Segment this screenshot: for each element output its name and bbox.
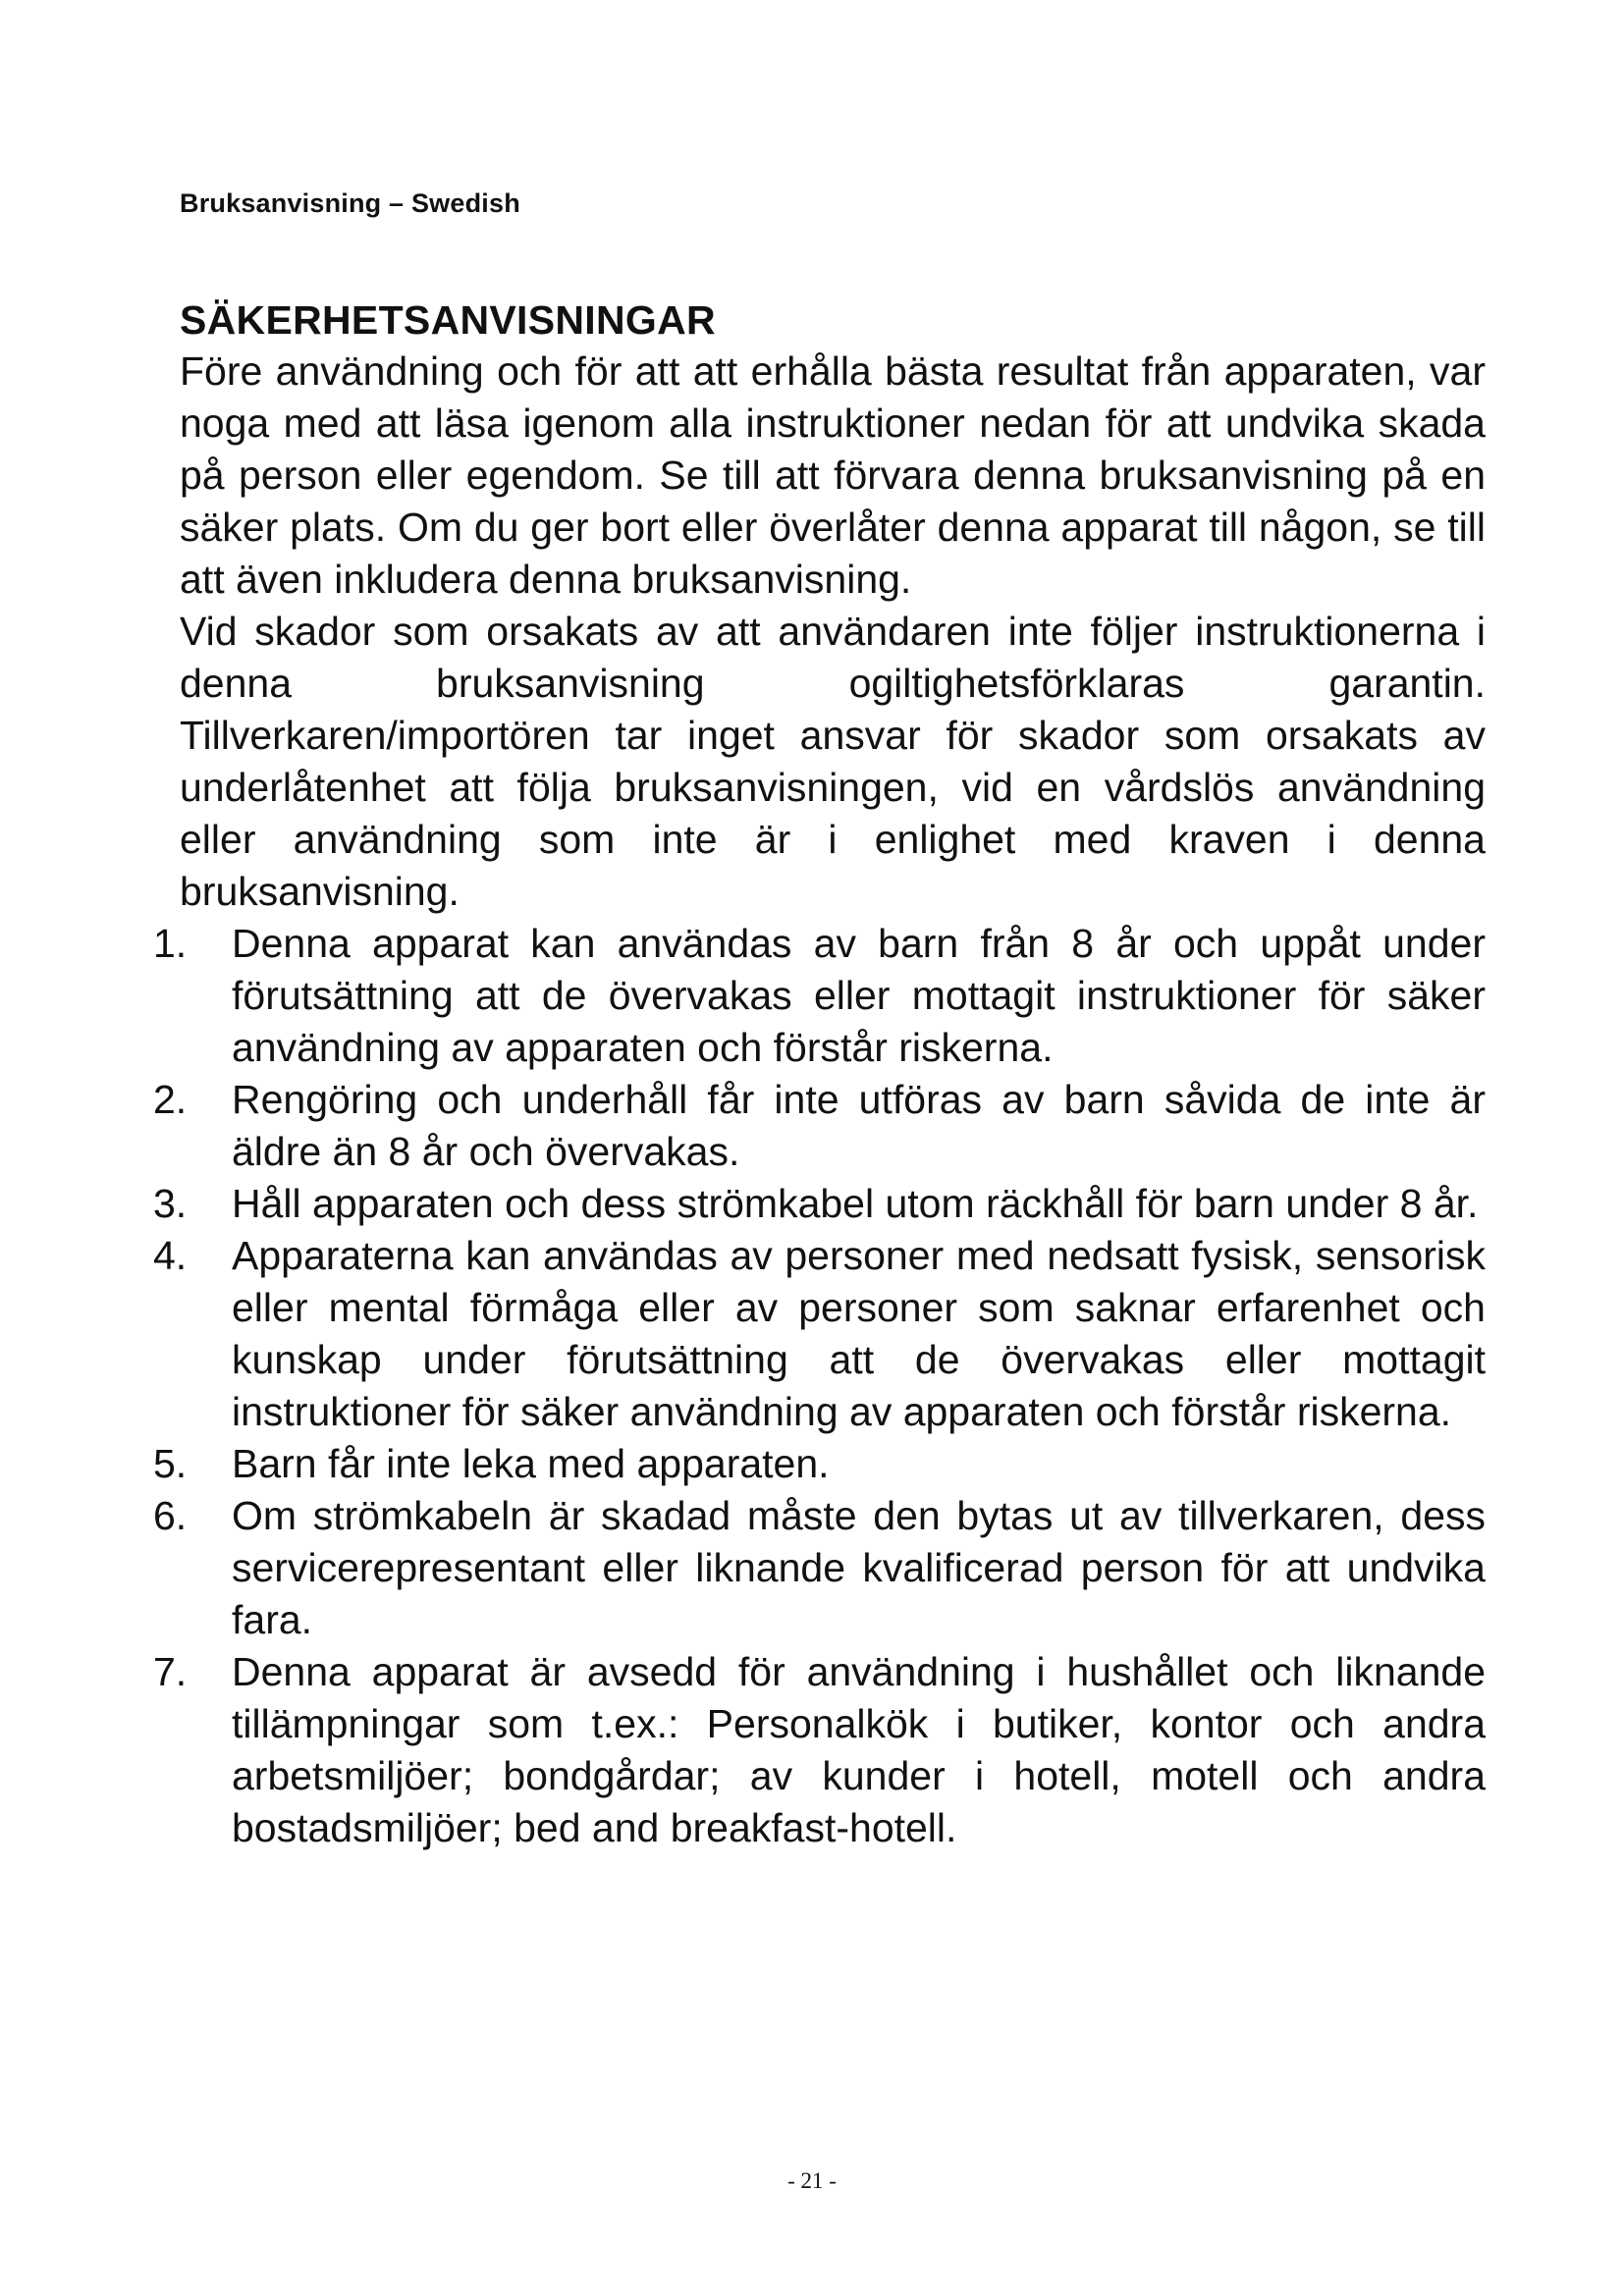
intro-paragraph: Före användning och för att att erhålla bästa resultat från apparaten, var noga med att läsa igenom alla instruktioner nedan för att undvika skada på person eller egendom. Se till att förvara denna bruksanvisning på en säker plats. Om du ger bort eller överlåter denna apparat till någon, se till att även inkludera denna bruksanvisning. [180,348,1486,602]
list-item-text: Denna apparat är avsedd för användning i hushållet och liknande tillämpningar som t.ex.: Personalkök i butiker, kontor och andra arbetsmiljöer; bondgårdar; av kunder i hotell, motell och andra bostadsmiljöer; bed and breakfast-hotell. [232,1649,1486,1850]
list-item-number: 5. [153,1441,188,1486]
list-item-number: 3. [153,1181,188,1226]
list-item [153,1178,1486,1230]
running-header: Bruksanvisning – Swedish [180,188,520,218]
list-item-text: Apparaterna kan användas av personer med nedsatt fysisk, sensorisk eller mental förmåga eller av personer som saknar erfarenhet och kunskap under förutsättning att de övervakas eller mottagit instruktioner för säker användning av apparaten och förstår riskerna. [232,1233,1486,1434]
list-item-text: Håll apparaten och dess strömkabel utom räckhåll för barn under 8 år. [232,1181,1479,1226]
page-number: - 21 - [787,2168,837,2193]
list-item [153,1646,1486,1854]
section-title: SÄKERHETSANVISNINGAR [180,297,716,343]
list-item [153,918,1486,1074]
list-item [153,1230,1486,1438]
list-item-number: 2. [153,1077,188,1122]
list-item-number: 7. [153,1649,188,1694]
list-item-number: 4. [153,1233,188,1278]
list-item-number: 6. [153,1493,188,1538]
list-item [153,1074,1486,1178]
safety-section [153,294,1486,1854]
list-item-text: Om strömkabeln är skadad måste den bytas ut av tillverkaren, dess servicerepresentant eller liknande kvalificerad person för att undvika fara. [232,1493,1486,1642]
warranty-paragraph: Vid skador som orsakats av att användaren inte följer instruktionerna i denna bruksanvisning ogiltighetsförklaras garantin. Tillverkaren/importören tar inget ansvar för skador som orsakats av underlåtenhet att följa bruksanvisningen, vid en vårdslös användning eller användning som inte är i enlighet med kraven i denna bruksanvisning. [180,609,1486,914]
list-item-text: Rengöring och underhåll får inte utföras av barn såvida de inte är äldre än 8 år och övervakas. [232,1077,1486,1174]
list-item [153,1490,1486,1646]
list-item [153,1438,1486,1490]
list-item-text: Barn får inte leka med apparaten. [232,1441,830,1486]
list-item-text: Denna apparat kan användas av barn från 8 år och uppåt under förutsättning att de övervakas eller mottagit instruktioner för säker användning av apparaten och förstår riskerna. [232,921,1486,1070]
safety-instructions-list [153,918,1486,1854]
list-item-number: 1. [153,921,188,966]
